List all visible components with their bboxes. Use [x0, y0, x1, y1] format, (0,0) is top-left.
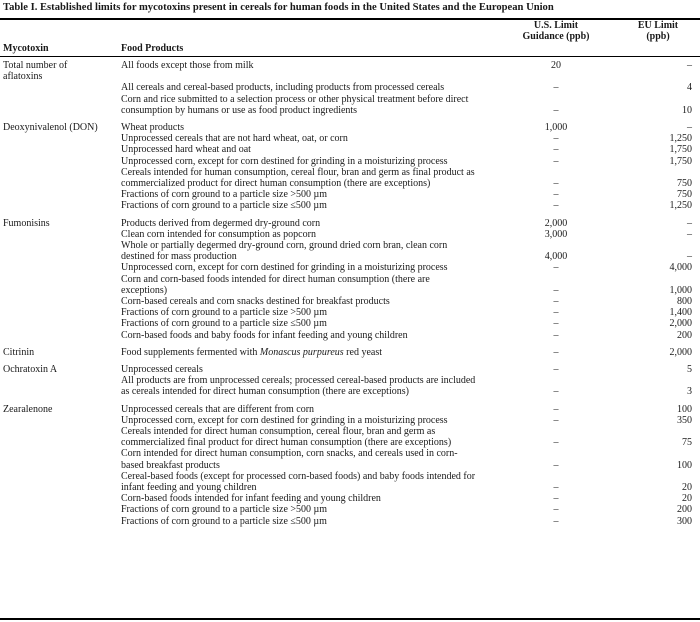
header-eu-limit-line2: (ppb)	[646, 31, 670, 43]
eu-limit-cell: 4	[687, 82, 692, 94]
food-product-line: Fractions of corn ground to a particle size >500 µm	[121, 504, 328, 516]
food-product-line: Fractions of corn ground to a particle size >500 µm	[121, 307, 328, 319]
food-product-line: Fractions of corn ground to a particle size >500 µm	[121, 189, 328, 201]
food-product-cell	[121, 82, 531, 93]
food-product-cell	[121, 516, 531, 527]
food-product-line: Unprocessed cereals	[121, 364, 203, 375]
food-product-line: Corn and corn-based foods intended for direct human consumption (there are	[121, 273, 430, 285]
eu-limit-cell: 1,000	[669, 284, 692, 296]
food-product-cell	[121, 167, 531, 189]
mycotoxin-line: Ochratoxin A	[3, 364, 58, 375]
food-text: Food supplements fermented with	[121, 346, 260, 358]
mycotoxin-cell	[3, 60, 115, 82]
food-product-cell	[121, 274, 531, 296]
food-product-cell	[121, 493, 531, 504]
us-limit-cell: –	[553, 284, 559, 296]
eu-limit-cell: 750	[677, 189, 692, 201]
us-limit-cell: –	[553, 329, 559, 341]
us-limit-cell: –	[553, 296, 559, 307]
us-limit-cell: 4,000	[544, 251, 568, 263]
us-limit-cell: –	[553, 504, 559, 516]
food-product-cell	[121, 133, 531, 144]
us-limit-cell: –	[553, 104, 559, 116]
food-product-line: Corn-based foods and baby foods for infant feeding and young children	[121, 329, 408, 341]
food-product-line	[121, 347, 531, 358]
food-product-cell	[121, 94, 531, 116]
food-product-cell	[121, 426, 531, 448]
species-name: Monascus purpureus	[259, 346, 344, 358]
eu-limit-cell: 350	[677, 414, 692, 426]
food-product-cell	[121, 448, 531, 470]
header-food-products: Food Products	[121, 43, 184, 54]
food-product-line: Fractions of corn ground to a particle size ≤500 µm	[121, 515, 327, 527]
food-product-cell	[121, 330, 531, 341]
us-limit-cell: –	[553, 318, 559, 330]
header-us-limit-line2: Guidance (ppb)	[522, 31, 590, 43]
header-us-limit-line1: U.S. Limit	[533, 20, 579, 31]
food-product-line: Unprocessed hard wheat and oat	[121, 144, 251, 156]
us-limit-cell: 2,000	[544, 217, 568, 229]
food-product-cell	[121, 318, 531, 329]
food-product-cell	[121, 122, 531, 133]
mycotoxin-line: aflatoxins	[3, 71, 43, 83]
food-product-line: All products are from unprocessed cereals; processed cereal-based products are included	[121, 375, 476, 387]
food-product-line: Fractions of corn ground to a particle size ≤500 µm	[121, 200, 327, 212]
food-product-line: Corn intended for direct human consumption, corn snacks, and cereals used in corn-	[121, 448, 458, 460]
eu-limit-cell: 300	[677, 515, 692, 527]
food-product-cell	[121, 471, 531, 493]
us-limit-cell: –	[553, 346, 559, 358]
food-product-cell	[121, 60, 531, 71]
food-product-cell	[121, 218, 531, 229]
header-rule	[0, 56, 700, 57]
food-product-line: Wheat products	[121, 122, 185, 133]
mycotoxin-cell	[3, 218, 115, 229]
us-limit-cell: –	[553, 414, 559, 426]
us-limit-cell: –	[553, 262, 559, 274]
food-product-cell	[121, 240, 531, 262]
food-product-line: Corn-based foods intended for infant feeding and young children	[121, 493, 381, 505]
food-product-line: Corn and rice submitted to a selection process or other physical treatment before direct	[121, 93, 469, 105]
header-us-limit	[520, 20, 592, 42]
food-product-cell	[121, 404, 531, 415]
eu-limit-cell: 5	[687, 364, 692, 375]
food-product-cell	[121, 189, 531, 200]
food-product-cell	[121, 200, 531, 211]
us-limit-cell: –	[553, 493, 559, 505]
food-product-line: infant feeding and young children	[121, 482, 257, 493]
eu-limit-cell: 2,000	[669, 346, 692, 358]
eu-limit-cell: –	[687, 60, 692, 71]
us-limit-cell: –	[553, 403, 559, 415]
mycotoxin-line: Zearalenone	[3, 403, 53, 415]
food-product-cell	[121, 156, 531, 167]
eu-limit-cell: 20	[682, 482, 692, 493]
eu-limit-cell: 3	[687, 386, 692, 398]
food-product-line: Fractions of corn ground to a particle size ≤500 µm	[121, 318, 327, 330]
eu-limit-cell: –	[687, 122, 692, 133]
mycotoxin-cell	[3, 404, 115, 415]
eu-limit-cell: 100	[677, 459, 692, 471]
eu-limit-cell: –	[687, 217, 692, 229]
food-product-line: Unprocessed cereals that are not hard wheat, oat, or corn	[121, 133, 348, 145]
food-product-cell	[121, 229, 531, 240]
food-product-line: commercialized product for direct human consumption (there are exceptions)	[121, 178, 431, 189]
food-product-line: exceptions)	[121, 284, 168, 296]
mycotoxin-line: Total number of	[3, 60, 68, 71]
us-limit-cell: –	[553, 482, 559, 493]
eu-limit-cell: 800	[677, 296, 692, 307]
food-product-line: Unprocessed corn, except for corn destined for grinding in a moisturizing process	[121, 262, 448, 274]
mycotoxin-line: Deoxynivalenol (DON)	[3, 122, 98, 133]
eu-limit-cell: 1,250	[669, 200, 692, 212]
eu-limit-cell: 4,000	[669, 262, 692, 274]
us-limit-cell: –	[553, 459, 559, 471]
food-product-line: Clean corn intended for consumption as popcorn	[121, 228, 316, 240]
us-limit-cell: –	[553, 515, 559, 527]
food-product-line: consumption by humans or use as food product ingredients	[121, 104, 358, 116]
food-product-line: as cereals intended for direct human consumption (there are exceptions)	[121, 386, 409, 398]
header-eu-limit-line1: EU Limit	[637, 20, 679, 31]
mycotoxin-line: Citrinin	[3, 346, 35, 358]
us-limit-cell: 1,000	[544, 122, 568, 133]
eu-limit-cell: 10	[682, 104, 692, 116]
us-limit-cell: –	[553, 144, 559, 156]
food-text: red yeast	[343, 346, 382, 358]
mycotoxin-cell	[3, 364, 115, 375]
eu-limit-cell: –	[687, 251, 692, 263]
eu-limit-cell: 200	[677, 329, 692, 341]
food-product-cell	[121, 262, 531, 273]
eu-limit-cell: 750	[677, 178, 692, 189]
food-product-cell	[121, 415, 531, 426]
header-mycotoxin: Mycotoxin	[3, 43, 49, 54]
us-limit-cell: –	[553, 133, 559, 145]
us-limit-cell: –	[553, 307, 559, 319]
food-product-line: based breakfast products	[121, 459, 220, 471]
us-limit-cell: –	[553, 364, 559, 375]
us-limit-cell: –	[553, 386, 559, 398]
food-product-line: All cereals and cereal-based products, including products from processed cereals	[121, 82, 445, 94]
bottom-rule	[0, 618, 700, 620]
food-product-cell	[121, 375, 531, 397]
us-limit-cell: –	[553, 189, 559, 201]
eu-limit-cell: 75	[682, 437, 692, 449]
eu-limit-cell: 1,750	[669, 155, 692, 167]
food-product-cell	[121, 364, 531, 375]
eu-limit-cell: –	[687, 228, 692, 240]
food-product-line: Cereal-based foods (except for processed corn-based foods) and baby foods intended for	[121, 470, 476, 482]
food-product-cell	[121, 144, 531, 155]
food-product-line: Cereals intended for human consumption, cereal flour, bran and germ as final product as	[121, 166, 475, 178]
table-title: Table I. Established limits for mycotoxins present in cereals for human foods in the United States and the European Union	[3, 2, 554, 13]
us-limit-cell: 3,000	[544, 228, 568, 240]
food-product-line: commercialized final product for direct human consumption (there are exceptions)	[121, 437, 452, 449]
food-product-cell	[121, 307, 531, 318]
eu-limit-cell: 100	[677, 403, 692, 415]
food-product-cell	[121, 504, 531, 515]
us-limit-cell: –	[553, 178, 559, 189]
food-product-line: Unprocessed cereals that are different from corn	[121, 403, 315, 415]
us-limit-cell: –	[553, 82, 559, 94]
food-product-cell	[121, 296, 531, 307]
top-rule	[0, 18, 700, 20]
eu-limit-cell: 1,400	[669, 307, 692, 319]
food-product-line: Unprocessed corn, except for corn destined for grinding in a moisturizing process	[121, 155, 448, 167]
header-eu-limit	[620, 20, 696, 42]
eu-limit-cell: 200	[677, 504, 692, 516]
us-limit-cell: –	[553, 200, 559, 212]
food-product-line: Products derived from degermed dry-ground corn	[121, 217, 321, 229]
food-product-line: Cereals intended for direct human consumption, cereal flour, bran and germ as	[121, 426, 436, 437]
eu-limit-cell: 2,000	[669, 318, 692, 330]
eu-limit-cell: 1,250	[669, 133, 692, 145]
us-limit-cell: –	[553, 437, 559, 449]
food-product-line: Corn-based cereals and corn snacks destined for breakfast products	[121, 296, 390, 307]
us-limit-cell: 20	[551, 60, 561, 71]
food-product-cell	[121, 347, 531, 358]
food-product-line: Unprocessed corn, except for corn destined for grinding in a moisturizing process	[121, 414, 448, 426]
mycotoxin-line: Fumonisins	[3, 217, 50, 229]
mycotoxin-cell	[3, 122, 115, 133]
us-limit-cell: –	[553, 155, 559, 167]
food-product-line: Whole or partially degermed dry-ground corn, ground dried corn bran, clean corn	[121, 240, 448, 251]
eu-limit-cell: 20	[682, 493, 692, 505]
food-product-line: All foods except those from milk	[121, 60, 254, 71]
mycotoxin-cell	[3, 347, 115, 358]
food-product-line: destined for mass production	[121, 251, 237, 263]
eu-limit-cell: 1,750	[669, 144, 692, 156]
